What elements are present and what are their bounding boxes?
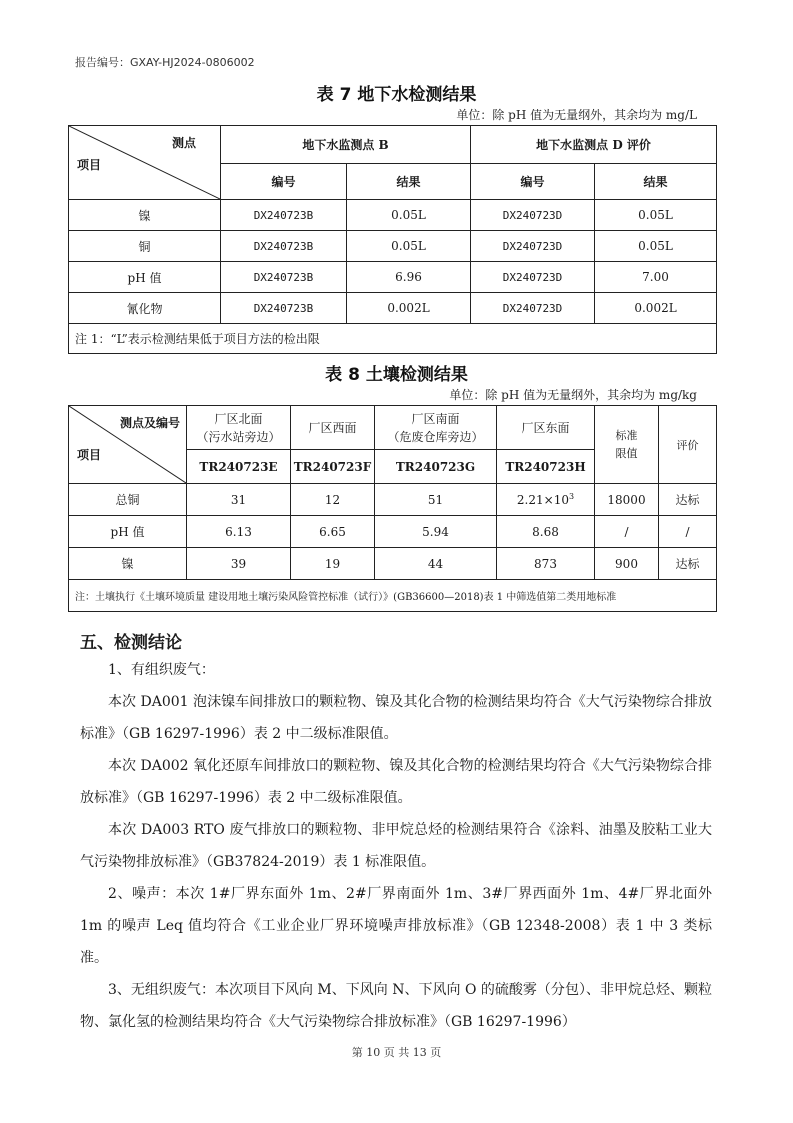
table-row [69,516,717,548]
value-cell: 19 [291,548,375,580]
table7-corner-top: 测点 [171,136,196,150]
table7-subheader: 结果 [347,164,471,200]
item-cell: 总铜 [69,484,187,516]
conclusion-paragraph: 1、有组织废气： [108,662,215,678]
table7-corner-bottom: 项目 [77,158,102,172]
table8-corner-bottom: 项目 [77,448,102,462]
report-number: 报告编号：GXAY-HJ2024-0806002 [75,56,255,69]
site-name: 厂区东面 [497,406,595,450]
conclusion-paragraph: 3、无组织废气：本次项目下风向 M、下风向 N、下风向 O 的硫酸雾（分包）、非甲烷总烃、颗粒物、氯化氢的检测结果均符合《大气污染物综合排放标准》（GB 16297-1996） [80,982,712,1030]
item-cell: pH 值 [69,262,221,293]
item-cell: 镍 [69,548,187,580]
value-base: 2.21×10 [516,493,569,507]
id-cell: DX240723B [221,293,347,324]
table8-unit: 单位：除 pH 值为无量纲外，其余均为 mg/kg [449,388,697,402]
result-cell: 0.002L [595,293,717,324]
table7-corner-cell [69,126,221,200]
id-cell: DX240723D [471,200,595,231]
site-code: TR240723F [291,450,375,484]
limit-cell: 900 [595,548,659,580]
table7-group-b: 地下水监测点 B [221,126,471,164]
value-cell [497,484,595,516]
page-number: 第 10 页 共 13 页 [351,1046,442,1059]
value-cell: 873 [497,548,595,580]
table-row [69,484,717,516]
value-cell: 8.68 [497,516,595,548]
value-cell: 12 [291,484,375,516]
groundwater-table [68,125,717,354]
value-cell: 39 [187,548,291,580]
result-cell: 7.00 [595,262,717,293]
table7-group-d: 地下水监测点 D 评价 [471,126,717,164]
conclusion-body [80,654,712,1038]
item-cell: 铜 [69,231,221,262]
value-cell: 44 [375,548,497,580]
id-cell: DX240723B [221,262,347,293]
item-cell: 氰化物 [69,293,221,324]
table7-subheader: 编号 [221,164,347,200]
result-cell: 0.05L [347,231,471,262]
table8-corner-cell [69,406,187,484]
result-cell: 0.05L [347,200,471,231]
eval-cell: 达标 [659,484,717,516]
value-exponent: 3 [568,492,575,501]
conclusion-paragraph: 本次 DA001 泡沫镍车间排放口的颗粒物、镍及其化合物的检测结果均符合《大气污染物综合排放标准》（GB 16297-1996）表 2 中二级标准限值。 [80,694,712,742]
table7-unit: 单位：除 pH 值为无量纲外，其余均为 mg/L [456,108,697,122]
id-cell: DX240723B [221,200,347,231]
table-row [69,231,717,262]
site-name: 厂区南面 （危废仓库旁边） [375,406,497,450]
item-cell: 镍 [69,200,221,231]
table8-corner-top: 测点及编号 [119,416,180,430]
limit-cell: / [595,516,659,548]
table7-subheader: 结果 [595,164,717,200]
table7-note: 注 1：“L”表示检测结果低于项目方法的检出限 [69,324,717,354]
id-cell: DX240723D [471,262,595,293]
table7-subheader: 编号 [471,164,595,200]
eval-cell: 达标 [659,548,717,580]
table7-title: 表 7 地下水检测结果 [316,85,477,105]
result-cell: 0.002L [347,293,471,324]
id-cell: DX240723D [471,231,595,262]
eval-header: 评价 [659,406,717,484]
table-row [69,200,717,231]
value-cell: 6.13 [187,516,291,548]
conclusion-paragraph: 本次 DA002 氧化还原车间排放口的颗粒物、镍及其化合物的检测结果均符合《大气污染物综合排放标准》（GB 16297-1996）表 2 中二级标准限值。 [80,758,712,806]
limit-cell: 18000 [595,484,659,516]
id-cell: DX240723D [471,293,595,324]
value-cell: 31 [187,484,291,516]
site-code: TR240723H [497,450,595,484]
result-cell: 0.05L [595,200,717,231]
value-cell: 6.65 [291,516,375,548]
value-cell: 5.94 [375,516,497,548]
table-row [69,548,717,580]
conclusion-paragraph: 本次 DA003 RTO 废气排放口的颗粒物、非甲烷总烃的检测结果符合《涂料、油墨及胶粘工业大气污染物排放标准》（GB37824-2019）表 1 标准限值。 [80,822,712,870]
conclusion-heading: 五、检测结论 [80,633,182,653]
eval-cell: / [659,516,717,548]
id-cell: DX240723B [221,231,347,262]
table8-title: 表 8 土壤检测结果 [325,365,468,385]
table-row [69,262,717,293]
result-cell: 6.96 [347,262,471,293]
site-code: TR240723E [187,450,291,484]
site-name: 厂区西面 [291,406,375,450]
table-row [69,293,717,324]
result-cell: 0.05L [595,231,717,262]
conclusion-paragraph: 2、噪声：本次 1#厂界东面外 1m、2#厂界南面外 1m、3#厂界西面外 1m、4#厂界北面外 1m 的噪声 Leq 值均符合《工业企业厂界环境噪声排放标准》（GB 12348-2008）表 1 中 3 类标准。 [80,886,712,966]
item-cell: pH 值 [69,516,187,548]
limit-header: 标准 限值 [595,406,659,484]
soil-table [68,405,717,612]
site-code: TR240723G [375,450,497,484]
site-name: 厂区北面 （污水站旁边） [187,406,291,450]
table8-note: 注：土壤执行《土壤环境质量 建设用地土壤污染风险管控标准（试行）》(GB36600—2018)表 1 中筛选值第二类用地标准 [69,580,717,612]
value-cell: 51 [375,484,497,516]
